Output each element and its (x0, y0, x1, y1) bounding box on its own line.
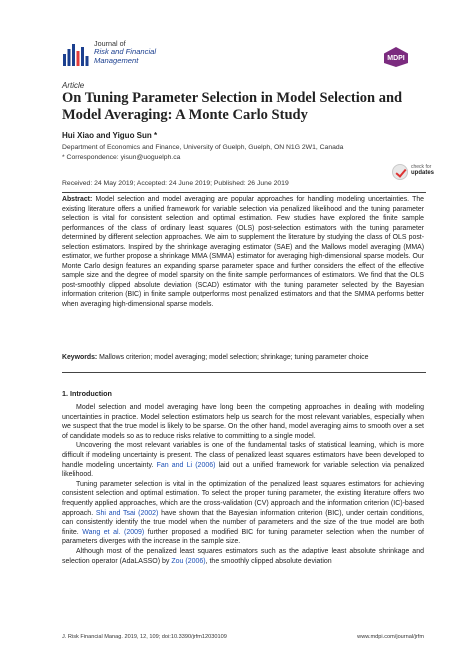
paragraph-3: Tuning parameter selection is vital in the optimization of the penalized least squares estimators for achieving consistent selection and optimal estimation. To select the proper tuning parameter, the existing literature offers two frequently applied approaches, which are the cross-validation (CV) approach and the information criterion (IC)-based approach. Shi and Tsai (2002) have shown that the Bayesian information criterion (BIC), under certain conditions, can consistently identify the true model when the number of parameters and the size of the true model are both finite. Wang et al. (2009) further proposed a modified BIC for tuning parameter selection when the number of parameters diverges with the increase in the sample size. (62, 480, 424, 546)
paragraph-2: Uncovering the most relevant variables is one of the fundamental tasks of statistical learning, which is more difficult if modeling uncertainty is present. The class of penalized least squares estimators have been developed to handle modeling uncertainty. Fan and Li (2006) laid out a unified framework for variable selection via penalized likelihood. (62, 442, 424, 479)
affiliation: Department of Economics and Finance, University of Guelph, Guelph, ON N1G 2W1, Canada (62, 144, 344, 151)
paragraph-1: Model selection and model averaging have long been the competing approaches in dealing with modeling uncertainties in practice. Model selection estimators help us search for the most relevant variables, especially when we suspect that the true model is likely to be sparse. On the other hand, model averaging aims to smooth over a set of candidate models so as to reduce risks relative to committing to a single model. (62, 404, 424, 440)
abstract-label: Abstract: (62, 196, 93, 203)
paragraph-4: Although most of the penalized least squares estimators such as the adaptive least absolute shrinkage and selection operator (AdaLASSO) by Zou (2006), the smoothly clipped absolute deviation (62, 547, 424, 565)
citation-shi-tsai[interactable]: Shi and Tsai (95, 509, 136, 517)
check-updates-line1: check for (411, 164, 432, 170)
section-heading: 1. Introduction (62, 389, 112, 398)
journal-logo-icon (62, 40, 90, 66)
citation-fan-li-year[interactable]: (2006) (195, 461, 216, 469)
authors: Hui Xiao and Yiguo Sun * (62, 131, 158, 140)
citation-wang[interactable]: Wang et al. (82, 528, 121, 536)
citation-zou[interactable]: Zou (171, 557, 184, 565)
check-updates-line2: updates (411, 170, 435, 176)
keywords (62, 354, 424, 361)
paper-title: On Tuning Parameter Selection in Model Selection and Model Averaging: A Monte Carlo Study (62, 90, 403, 123)
divider-top (62, 192, 426, 193)
journal-name-line3: Management (94, 55, 139, 65)
journal-name-line2: Risk and Financial (94, 47, 157, 57)
abstract-text: Model selection and model averaging are popular approaches for handling modeling uncertainties. The existing literature offers a unified framework for variable selection via penalized likelihood and the tuning parameter selection is vital for consistent selection and optimal estimation. Few studies have explored the finite sample performances of the class of ordinary least squares (OLS) post-selection estimators with the tuning parameter determined by different selection approaches. We aim to supplement the literature by studying the class of OLS post-selection estimators. Inspired by the shrinkage averaging estimator (SAE) and the Mallows model averaging (MMA) estimator, we further propose a shrinkage MMA (SMMA) estimator for averaging high-dimensional sparse models. Our Monte Carlo design features an expanding sparse parameter space and further considers the effect of the effective sample size and the degree of model sparsity on the finite sample performances of estimators. We find that the OLS post-smoothly clipped absolute deviation (SCAD) estimator with the tuning parameter selected by the Bayesian information criterion (BIC) in finite sample outperforms most penalized estimators and that the SMMA performs better when averaging high-dimensional sparse models. (62, 196, 424, 308)
check-updates-label (411, 164, 434, 176)
svg-text:MDPI: MDPI (387, 55, 405, 62)
mdpi-logo-icon (382, 46, 410, 68)
journal-name (94, 40, 156, 65)
citation-zou-year[interactable]: (2006) (185, 557, 206, 565)
keywords-label: Keywords: (62, 354, 98, 361)
footer-url[interactable]: www.mdpi.com/journal/jrfm (357, 634, 424, 640)
citation-fan-li[interactable]: Fan and Li (156, 461, 193, 469)
publication-dates: Received: 24 May 2019; Accepted: 24 June 2019; Published: 26 June 2019 (62, 180, 289, 187)
abstract (62, 195, 424, 309)
keywords-text: Mallows criterion; model averaging; model selection; shrinkage; tuning parameter choice (99, 354, 369, 361)
check-updates-icon (392, 164, 408, 180)
affiliation-block (62, 143, 372, 162)
journal-name-line1: Journal of (94, 39, 126, 48)
check-for-updates-badge[interactable] (392, 163, 435, 185)
divider-bottom (62, 372, 426, 373)
citation-wang-year[interactable]: (2009) (124, 528, 145, 536)
citation-shi-tsai-year[interactable]: (2002) (138, 509, 159, 517)
correspondence: * Correspondence: yisun@uoguelph.ca (62, 153, 181, 161)
footer-citation: J. Risk Financial Manag. 2019, 12, 109; doi:10.3390/jrfm12030109 (62, 634, 227, 640)
body-text (62, 403, 424, 566)
article-type: Article (62, 81, 85, 90)
